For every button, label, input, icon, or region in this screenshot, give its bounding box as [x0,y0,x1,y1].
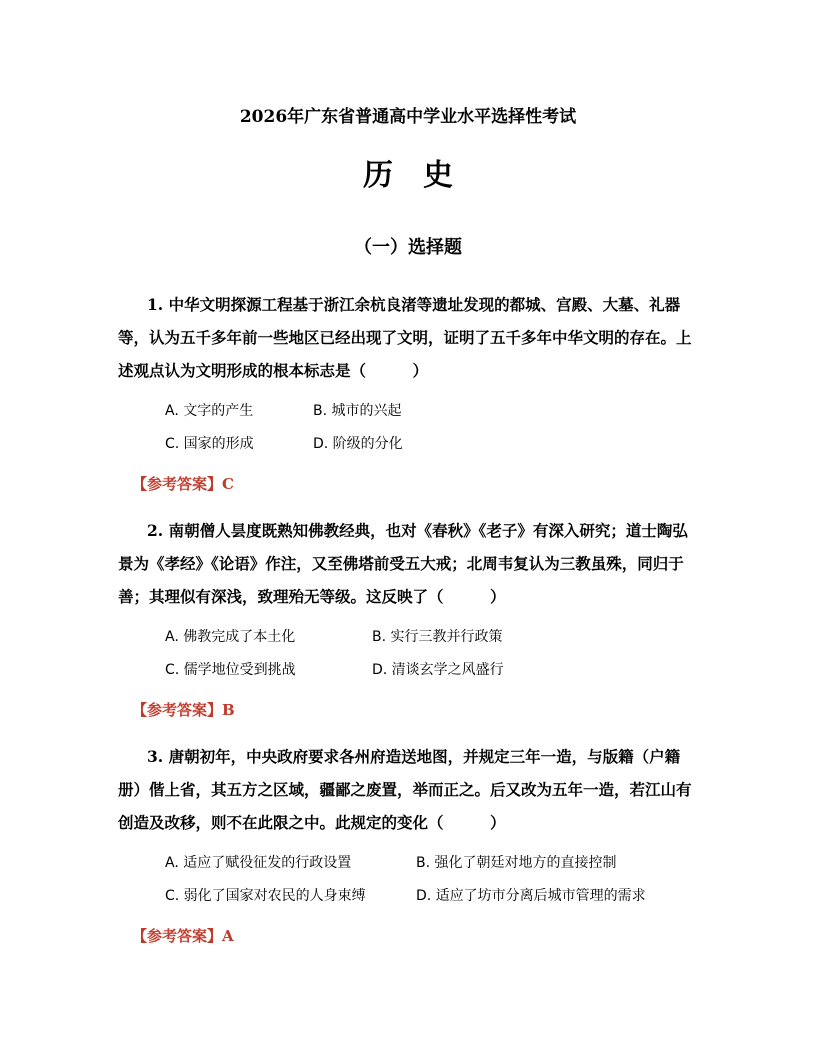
reference-answer: 【参考答案】C [132,475,234,493]
question-stem: 1. 中华文明探源工程基于浙江余杭良渚等遗址发现的都城、宫殿、大墓、礼器等，认为五千多年前一些地区已经出现了文明，证明了五千多年中华文明的存在。上述观点认为文明形成的根本标志是（ ） [118,295,692,380]
question-3 [118,740,698,951]
option-row [165,654,698,687]
option-a: A. 文字的产生 [165,403,254,419]
option-d: D. 阶级的分化 [313,436,403,452]
question-stem: 3. 唐朝初年，中央政府要求各州府造送地图，并规定三年一造，与版籍（户籍册）偕上省，其五方之区域，疆鄙之废置，举而正之。后又改为五年一造，若江山有创造及改移，则不在此限之中。此规定的变化（ ） [118,747,692,832]
option-list [165,621,698,687]
option-row [165,428,698,461]
option-c: C. 弱化了国家对农民的人身束缚 [165,888,366,904]
question-2 [118,514,698,725]
option-row [165,621,698,654]
option-row [165,880,698,913]
reference-answer: 【参考答案】A [132,927,234,945]
option-b: B. 实行三教并行政策 [372,629,503,645]
option-a: A. 佛教完成了本土化 [165,629,296,645]
subject-title: 历 史 [363,158,453,193]
option-list [165,395,698,461]
option-list [165,847,698,913]
option-c: C. 国家的形成 [165,436,254,452]
question-1 [118,288,698,499]
reference-answer: 【参考答案】B [132,701,235,719]
option-row [165,395,698,428]
option-d: D. 清谈玄学之风盛行 [372,662,504,678]
option-row [165,847,698,880]
option-a: A. 适应了赋役征发的行政设置 [165,855,352,871]
question-stem: 2. 南朝僧人昙度既熟知佛教经典，也对《春秋》《老子》有深入研究；道士陶弘景为《孝经》《论语》作注，又至佛塔前受五大戒；北周韦复认为三教虽殊，同归于善；其理似有深浅，致理殆无等级。这反映了（ ） [118,521,688,606]
exam-title: 2026年广东省普通高中学业水平选择性考试 [239,107,577,127]
option-b: B. 强化了朝廷对地方的直接控制 [416,855,617,871]
section-title: （一）选择题 [354,237,462,258]
option-c: C. 儒学地位受到挑战 [165,662,296,678]
option-d: D. 适应了坊市分离后城市管理的需求 [416,888,646,904]
option-b: B. 城市的兴起 [313,403,402,419]
